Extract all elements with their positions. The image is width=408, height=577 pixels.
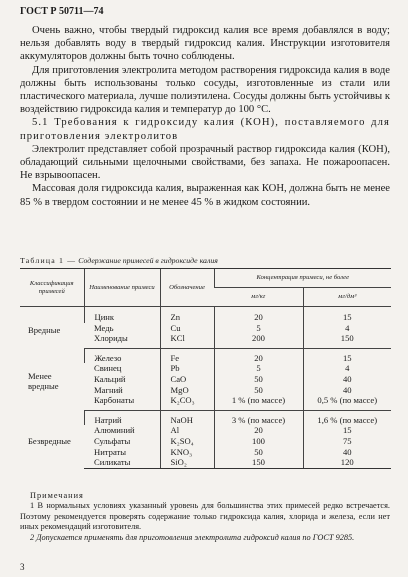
note-2: 2 Допускается применять для приготовления электролита гидроксид калия по ГОСТ 9285.	[30, 532, 355, 542]
header-classification: Классификация примесей	[20, 269, 84, 307]
paragraph: Электролит представляет собой прозрачный раствор гидроксида калия (КОН), обладающий сильными щелочными свойствами, без запаха. Не пожароопасен. Не взрывоопасен.	[20, 143, 390, 182]
cell-name: Алюминий	[94, 425, 135, 436]
cell-mg-dm3: 1,6 % (по массе)	[303, 410, 391, 425]
cell-mg-dm3: 75	[303, 436, 391, 447]
cell-formula: SiO₂	[160, 457, 214, 468]
cell-mg-dm3: 40	[303, 385, 391, 396]
cell-mg-kg: 3 % (по массе)	[214, 410, 303, 425]
cell-mg-kg: 20	[214, 348, 303, 363]
cell-mg-dm3: 4	[303, 323, 391, 334]
notes-title: Примечания	[30, 491, 84, 500]
cell-mg-dm3: 40	[303, 374, 391, 385]
cell-name: Хлориды	[84, 333, 160, 348]
note-1: 1 В нормальных условиях указанный уровень для большинства этих примесей редко встречается. Поэтому рекомендуется проверять содержание только гидроксида калия, хлорида и железа, если нет иных рекомендаций изготовителя.	[20, 501, 390, 532]
cell-name: Медь	[94, 322, 114, 333]
header-designation: Обозначение	[160, 269, 214, 307]
table-caption-text: Содержание примесей в гидроксиде калия	[78, 256, 218, 265]
cell-formula: KNO₃	[160, 447, 214, 458]
cell-mg-dm3: 40	[303, 447, 391, 458]
cell-mg-dm3: 15	[303, 307, 391, 323]
page-number: 3	[20, 562, 25, 572]
body-text	[20, 24, 390, 209]
table-caption-label: Таблица 1 —	[20, 256, 77, 265]
cell-name: Натрий	[84, 410, 160, 425]
cell-name: Сульфаты	[94, 435, 131, 446]
table-row	[20, 307, 391, 323]
header-name: Наименование примеси	[84, 269, 160, 307]
paragraph: Массовая доля гидроксида калия, выраженная как КОН, должна быть не менее 85 % в твердом состоянии и не менее 45 % в жидком состоянии.	[20, 183, 390, 208]
cell-mg-dm3: 150	[303, 333, 391, 348]
cell-formula: Al	[160, 425, 214, 436]
cell-formula: K₂CO₃	[160, 395, 214, 410]
cell-classification: Вредные	[28, 324, 61, 335]
cell-mg-kg: 200	[214, 333, 303, 348]
table-caption	[20, 256, 218, 265]
cell-mg-kg: 50	[214, 447, 303, 458]
impurities-table	[20, 268, 391, 469]
section-heading: 5.1 Требования к гидроксиду калия (КОН), поставляемого для приготовления электролитов	[20, 117, 390, 142]
cell-name: Цинк	[84, 307, 160, 323]
cell-mg-kg: 20	[214, 307, 303, 323]
cell-mg-kg: 5	[214, 323, 303, 334]
header-unit-mg-dm3: мг/дм³	[303, 288, 391, 307]
cell-mg-dm3: 120	[303, 457, 391, 468]
cell-mg-kg: 5	[214, 363, 303, 374]
cell-formula: CaO	[160, 374, 214, 385]
cell-name: Кальций	[94, 373, 126, 384]
cell-formula: K₂SO₄	[160, 436, 214, 447]
cell-name: Нитраты	[94, 446, 127, 457]
table-row	[20, 348, 391, 363]
notes	[20, 491, 390, 543]
cell-mg-kg: 1 % (по массе)	[214, 395, 303, 410]
cell-name: Свинец	[94, 363, 122, 374]
cell-formula: MgO	[160, 385, 214, 396]
header-concentration: Концентрация примеси, не более	[214, 269, 391, 288]
cell-mg-dm3: 4	[303, 363, 391, 374]
cell-name: Магний	[94, 384, 123, 395]
cell-classification: Менее вредные	[28, 370, 59, 392]
cell-mg-kg: 50	[214, 385, 303, 396]
cell-formula: Pb	[160, 363, 214, 374]
cell-mg-kg: 150	[214, 457, 303, 468]
cell-mg-kg: 50	[214, 374, 303, 385]
cell-formula: KCl	[160, 333, 214, 348]
cell-mg-kg: 20	[214, 425, 303, 436]
cell-mg-kg: 100	[214, 436, 303, 447]
cell-mg-dm3: 0,5 % (по массе)	[303, 395, 391, 410]
document-header: ГОСТ Р 50711—74	[20, 6, 104, 17]
paragraph: Для приготовления электролита методом растворения гидроксида калия в воде должны быть использованы только сосуды, изготовленные из стали или пластического материала, лучше полиэтилена. Сосуды должны быть устойчивы к воздействию гидроксида калия и температур до 100 °С.	[20, 64, 390, 116]
cell-name: Силикаты	[84, 457, 160, 468]
cell-formula: NaOH	[160, 410, 214, 425]
cell-mg-dm3: 15	[303, 425, 391, 436]
cell-name: Железо	[84, 348, 160, 363]
header-unit-mg-kg: мг/кг	[214, 288, 303, 307]
cell-classification: Безвредные	[28, 435, 71, 446]
cell-name: Карбонаты	[84, 395, 160, 410]
cell-mg-dm3: 15	[303, 348, 391, 363]
cell-formula: Cu	[160, 323, 214, 334]
paragraph: Очень важно, чтобы твердый гидроксид калия все время добавлялся в воду; нельзя добавлять воду в твердый гидроксид калия. Инструкции изготовителя аккумуляторов должны быть точно соблюдены.	[20, 25, 390, 63]
cell-formula: Fe	[160, 348, 214, 363]
cell-formula: Zn	[160, 307, 214, 323]
table-row	[20, 410, 391, 425]
